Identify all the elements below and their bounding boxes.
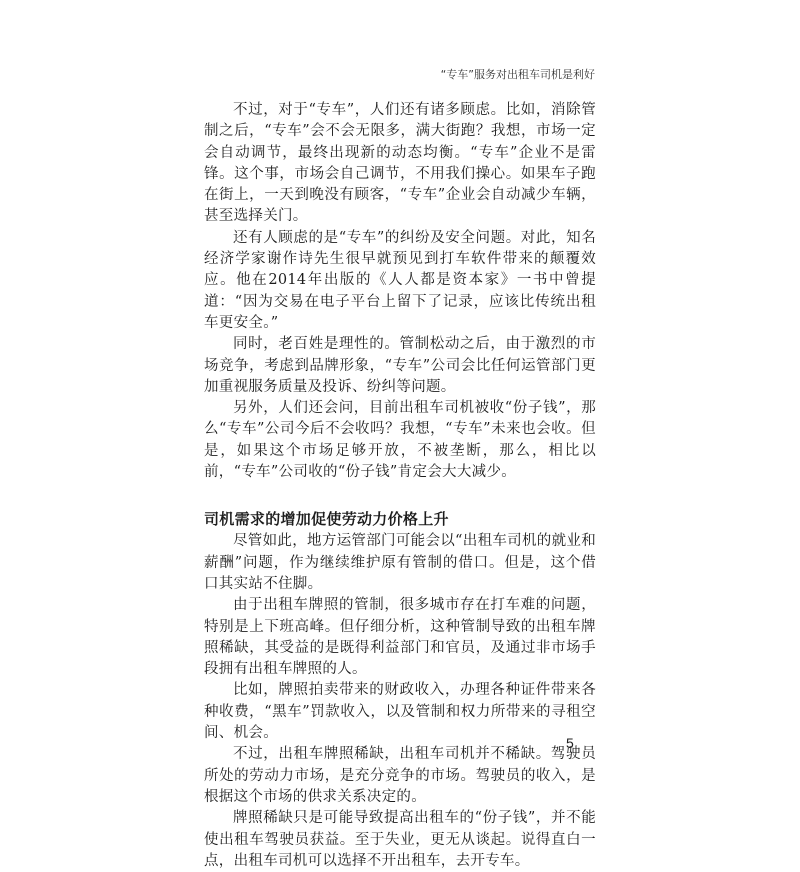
paragraph: 不过，出租车牌照稀缺，出租车司机并不稀缺。驾驶员所处的劳动力市场，是充分竞争的市场。驾驶员的收入，是根据这个市场的供求关系决定的。 [204,746,596,805]
paragraph: 另外，人们还会问，目前出租车司机被收“份子钱”，那么“专车”公司今后不会收吗？我想，“专车”未来也会收。但是，如果这个市场足够开放，不被垄断，那么，相比以前，“专车”公司收的“份子钱”肯定会大大减少。 [204,400,596,481]
page-body [204,100,596,872]
paragraph: 同时，老百姓是理性的。管制松动之后，由于激烈的市场竞争，考虑到品牌形象，“专车”公司会比任何运管部门更加重视服务质量及投诉、纷纠等问题。 [204,336,596,395]
running-header: “专车”服务对出租车司机是利好 [440,68,595,81]
paragraph: 牌照稀缺只是可能导致提高出租车的“份子钱”，并不能使出租车驾驶员获益。至于失业，更无从谈起。说得直白一点，出租车司机可以选择不开出租车，去开专车。 [204,810,596,869]
paragraph: 不过，对于“专车”，人们还有诸多顾虑。比如，消除管制之后，“专车”会不会无限多，满大街跑？我想，市场一定会自动调节，最终出现新的动态均衡。“专车”企业不是雷锋。这个事，市场会自己调节，不用我们操心。如果车子跑在街上，一天到晚没有顾客，“专车”企业会自动减少车辆，甚至选择关门。 [204,102,596,225]
paragraph: 还有人顾虑的是“专车”的纠纷及安全问题。对此，知名经济学家谢作诗先生很早就预见到打车软件带来的颠覆效应。他在2014年出版的《人人都是资本家》一书中曾提道：“因为交易在电子平台上留下了记录，应该比传统出租车更安全。” [204,229,596,331]
paragraph: 比如，牌照拍卖带来的财政收入，办理各种证件带来各种收费，“黑车”罚款收入，以及管制和权力所带来的寻租空间、机会。 [204,682,596,742]
paragraph: 由于出租车牌照的管制，很多城市存在打车难的问题，特别是上下班高峰。但仔细分析，这种管制导致的出租车牌照稀缺，其受益的是既得利益部门和官员，及通过非市场手段拥有出租车牌照的人。 [204,597,596,678]
page-number: 5 [566,735,574,751]
section-heading: 司机需求的增加促使劳动力价格上升 [204,510,449,529]
paragraph: 尽管如此，地方运管部门可能会以“出租车司机的就业和薪酬”问题，作为继续维护原有管制的借口。但是，这个借口其实站不住脚。 [204,533,596,592]
